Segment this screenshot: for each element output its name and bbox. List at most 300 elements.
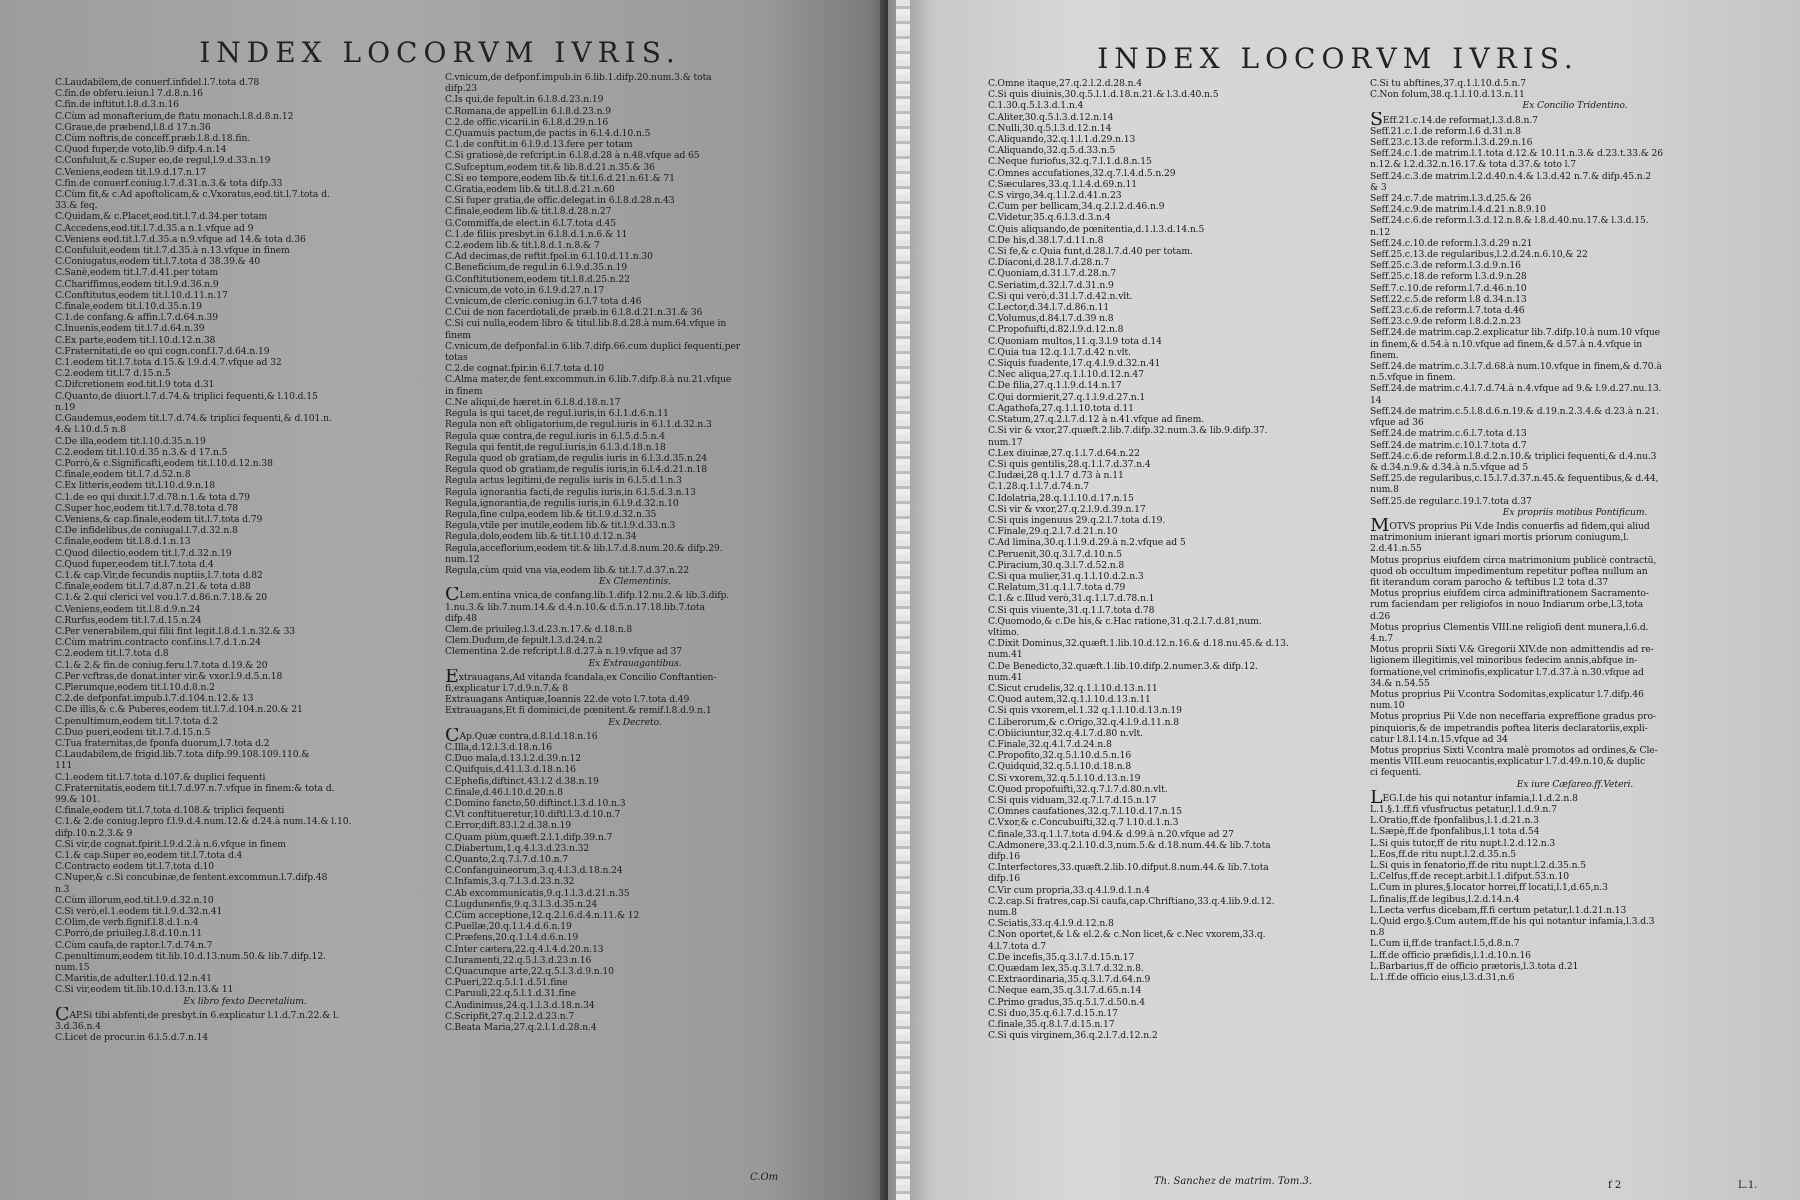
index-entry [55, 738, 435, 749]
index-entry [445, 1011, 825, 1022]
entry-text: C.Cùm caufa,de raptor.l.7.d.74.n.7 [55, 939, 213, 951]
index-entry [988, 896, 1378, 907]
entry-text: C.Laudabilem,de conuerf.infidel.l.7.tota d.78 [55, 77, 260, 88]
index-entry [1370, 283, 1780, 294]
index-entry [1370, 734, 1780, 745]
entry-text: EG.I.de his qui notantur infamia,l.1.d.2.n.8 [1382, 792, 1578, 804]
index-entry [988, 829, 1378, 840]
entry-text: C.Si quis ingenuus 29.q.2.l.7.tota d.19. [988, 514, 1166, 526]
index-entry [1370, 790, 1780, 804]
entry-text: C.Inuenis,eodem tit.l.7.d.64.n.39 [55, 323, 205, 335]
section-heading [1370, 779, 1780, 790]
index-entry [445, 624, 825, 635]
index-entry [988, 582, 1378, 593]
entry-text: L.1.ff.de officio eius,l.3.d.31,n.6 [1370, 972, 1515, 984]
entry-text: 4.n.7 [1370, 632, 1393, 644]
entry-text: num.8 [1370, 484, 1399, 496]
entry-text: Regula non eft obligatorium,de regul.iuris in 6.l.1.d.32.n.3 [445, 419, 712, 431]
index-entry [988, 918, 1378, 929]
entry-text: C.Sciatis,33.q.4.l.9.d.12.n.8 [988, 918, 1114, 930]
section-heading [445, 717, 825, 728]
index-entry [988, 392, 1378, 403]
index-entry [445, 498, 825, 509]
entry-text: C.2.de defponfat.impub.l.7.d.104.n.12.& 13 [55, 693, 254, 705]
initial-capital: L [1370, 789, 1383, 804]
entry-text: Seff.23.c.13.de reform.l.3.d.29.n.16 [1370, 137, 1533, 149]
entry-text: C.fin.de conuerf.coniug.l.7.d.31.n.3.& tota difp.33 [55, 177, 283, 189]
initial-capital: E [445, 668, 459, 683]
index-entry [1370, 260, 1780, 271]
index-entry [1370, 406, 1780, 417]
entry-text: C.Liberorum,& c.Origo,32.q.4.l.9.d.11.n.8 [988, 716, 1180, 728]
index-entry [988, 481, 1378, 492]
index-entry [55, 200, 435, 211]
index-entry [55, 749, 435, 760]
index-entry [55, 604, 435, 615]
index-entry [988, 425, 1378, 436]
index-entry [1370, 462, 1780, 473]
index-entry [1370, 633, 1780, 644]
entry-text: C.Sufceptum,eodem tit.& lib.8.d.21.n.35.& 36 [445, 161, 655, 173]
entry-text: C.Porrò,de priuileg.l.8.d.10.n.11 [55, 928, 202, 940]
index-entry [445, 374, 825, 385]
index-entry [988, 201, 1378, 212]
entry-text: C.De illa,eodem tit.l.10.d.35.n.19 [55, 435, 206, 447]
entry-text: Ex iure Cæfareo.ff.Veteri. [1516, 778, 1634, 790]
entry-text: n.19 [55, 401, 76, 413]
index-entry [988, 347, 1378, 358]
entry-text: C.Ex parte,eodem tit.l.10.d.12.n.38 [55, 334, 216, 346]
entry-text: 3.d.36.n.4 [55, 1021, 101, 1033]
index-entry [988, 100, 1378, 111]
entry-text: L.Cum ii,ff.de tranfact.l.5,d.8.n.7 [1370, 938, 1520, 950]
entry-text: C.Super hoc,eodem tit.l.7.d.78.tota d.78 [55, 502, 238, 514]
entry-text: Regula actus legitimi,de regulis iuris in 6.l.5.d.1.n.3 [445, 475, 682, 487]
index-entry [55, 615, 435, 626]
entry-text: C.Seriatim,d.32.l.7.d.31.n.9 [988, 279, 1114, 291]
index-entry [988, 941, 1378, 952]
entry-text: n.12 [1370, 226, 1391, 238]
entry-text: C.Propofito,32.q.5.l.10.d.5.n.16 [988, 750, 1132, 762]
index-entry [988, 145, 1378, 156]
index-entry [55, 256, 435, 267]
left-page [0, 0, 896, 1200]
entry-text: C.Si vir,eodem tit.lib.10.d.13.n.13.& 11 [55, 984, 234, 996]
index-entry [1370, 756, 1780, 767]
index-entry [55, 480, 435, 491]
index-entry [55, 962, 435, 973]
index-entry [1370, 428, 1780, 439]
left-running-head: INDEX LOCORVM IVRIS. [199, 36, 681, 69]
entry-text: C.Finale,32.q.4.l.7.d.24.n.8 [988, 738, 1112, 750]
entry-text: L.Quid ergo.§.Cum autem,ff.de his qui notantur infamia,l.3.d.3 [1370, 916, 1655, 928]
entry-text: C.2.eodem tit.l.10.d.35 n.3.& d 17.n.5 [55, 446, 228, 458]
index-entry [1370, 882, 1780, 893]
index-entry [55, 637, 435, 648]
index-entry [55, 155, 435, 166]
index-entry [445, 240, 825, 251]
index-entry [55, 671, 435, 682]
index-entry [1370, 532, 1780, 543]
entry-text: C.Coniugatus,eodem tit.l.7.tota d 38.39.& 40 [55, 256, 261, 268]
entry-text: Clem.de priuileg.l.3.d.23.n.17.& d.18.n.8 [445, 623, 633, 635]
entry-text: C.Quod fuper,eodem tit.l.7.tota d.4 [55, 558, 214, 570]
index-entry [1370, 950, 1780, 961]
entry-text: Regula,fine culpa,eodem lib.& tit.l.9.d.32.n.35 [445, 508, 657, 520]
entry-text: C.1.& cap.Vir,de fecundis nuptiis,l.7.tota d.82 [55, 569, 263, 581]
index-entry [55, 234, 435, 245]
entry-text: C.2.de cognat.fpir.in 6.l.7.tota d.10 [445, 363, 604, 375]
index-entry [445, 386, 825, 397]
index-entry [55, 335, 435, 346]
entry-text: xtrauagans,Ad vitanda fcandala,ex Concilio Conftantien- [458, 671, 717, 683]
entry-text: Lem.entina vnica,de confang.lib.1.difp.12.nu.2.& lib.3.difp. [459, 590, 730, 602]
entry-text: finem. [1370, 349, 1399, 361]
entry-text: C.Cui de non facerdotali,de præb.in 6.l.8.d.21.n.31.& 36 [445, 307, 703, 319]
index-entry [1370, 711, 1780, 722]
index-entry [445, 363, 825, 374]
entry-text: C.Si vir & vxor,27.quæft.2.lib.7.difp.32.num.3.& lib.9.difp.37. [988, 425, 1268, 437]
index-entry [55, 279, 435, 290]
index-entry [55, 514, 435, 525]
entry-text: Regula,vtile per inutile,eodem lib.& tit.l.9.d.33.n.3 [445, 520, 676, 532]
index-entry [988, 336, 1378, 347]
index-entry [1370, 644, 1780, 655]
entry-text: Seff.7.c.10.de reform.l.7.d.46.n.10 [1370, 282, 1527, 294]
entry-text: Motus proprius Pii V.de non neceffaria expreffione gradus pro- [1370, 711, 1656, 723]
index-entry [988, 773, 1378, 784]
index-entry [55, 492, 435, 503]
entry-text: matrimonium inierant ignari mortis priorum coniugum,l. [1370, 532, 1629, 544]
entry-text: C.Dixit Dominus,32.quæft.1.lib.10.d.12.n.16.& d.18.nu.45.& d.13. [988, 638, 1289, 650]
index-entry [55, 267, 435, 278]
entry-text: 111 [55, 760, 73, 772]
index-entry [988, 280, 1378, 291]
entry-text: rum faciendam per religiofos in nouo Indiarum orbe,l.3,tota [1370, 599, 1644, 611]
index-entry [445, 932, 825, 943]
entry-text: num.41 [988, 671, 1023, 683]
index-entry [1370, 518, 1780, 532]
entry-text: C.Audinimus,24.q.1.l.3.d.18.n.34 [445, 999, 595, 1011]
entry-text: Seff.25.de regularibus,c.15.l.7.d.37.n.45.& fequentibus,& d.44, [1370, 473, 1659, 485]
entry-text: ci fequenti. [1370, 767, 1422, 779]
index-entry [445, 162, 825, 173]
entry-text: C.2.cap.Si fratres,cap.Si caufa,cap.Chriftiano,33.q.4.lib.9.d.12. [988, 895, 1275, 907]
entry-text: difp.10.n.2.3.& 9 [55, 827, 133, 839]
index-entry [988, 728, 1378, 739]
entry-text: C.Relatum,31.q.1.l.7.tota d.79 [988, 582, 1126, 594]
section-heading [445, 658, 825, 669]
right-signature-mark: f 2 [1608, 1180, 1622, 1191]
index-entry [445, 820, 825, 831]
index-entry [55, 716, 435, 727]
entry-text: C.penultimum,eodem tit.l.7.tota d.2 [55, 715, 218, 727]
entry-text: C.Veniens eod.tit.l.7.d.35.a n.9.vfque ad 14.& tota d.36 [55, 233, 306, 245]
index-entry [445, 944, 825, 955]
entry-text: C.Laudabilem,de frigid.lib.7.tota difp.99.108.109.110.& [55, 749, 310, 761]
index-entry [988, 156, 1378, 167]
index-entry [1370, 339, 1780, 350]
index-entry [445, 753, 825, 764]
entry-text: L.Si quis tutor,ff de ritu nupt.l.2.d.12.n.3 [1370, 837, 1556, 849]
entry-text: C.Si quis diuinis,30.q.5.l.1.d.18.n.21.& l.3.d.40.n.5 [988, 89, 1219, 101]
index-entry [1370, 723, 1780, 734]
entry-text: C.Ad decimas,de reftit.fpol.in 6.l.10.d.11.n.30 [445, 251, 653, 263]
index-entry [445, 139, 825, 150]
entry-text: C.Inter cætera,22.q.4.l.4.d.20.n.13 [445, 943, 604, 955]
index-entry [988, 873, 1378, 884]
entry-text: quod ob occultum impedimentum repetitur poftea nullum an [1370, 565, 1648, 577]
entry-text: C.finale,eodem tit.l.10.d.35.n.19 [55, 301, 202, 313]
index-entry [988, 168, 1378, 179]
entry-text: C.Propofuifti,d.82.l.9.d.12.n.8 [988, 324, 1124, 336]
entry-text: C.Si vir & vxor,27.q.2.l.9.d.39.n.17 [988, 503, 1146, 515]
index-entry [988, 257, 1378, 268]
index-entry [445, 464, 825, 475]
index-entry [1370, 112, 1780, 126]
index-entry [445, 787, 825, 798]
entry-text: C.S virgo,34.q.1.l.2.d.41.n.23 [988, 190, 1122, 202]
entry-text: C.Extraordinaria,35.q.3.l.7.d.64.n.9 [988, 974, 1151, 986]
right-footer-title: Th. Sanchez de matrim. Tom.3. [1154, 1176, 1313, 1187]
entry-text: C.Vxor,& c.Concubuifti,32.q.7 l.10.d.1.n.3 [988, 817, 1179, 829]
entry-text: C.Difcretionem eod.tit.l.9 tota d.31 [55, 379, 215, 391]
entry-text: C.Fraternitatis,eodem tit.l.7.d.97.n.7.vfque in finem:& tota d. [55, 782, 335, 794]
index-entry [1370, 611, 1780, 622]
entry-text: C.De incefis,35.q.3.l.7.d.15.n.17 [988, 951, 1135, 963]
index-entry [1370, 204, 1780, 215]
index-entry [988, 324, 1378, 335]
entry-text: C.1.28.q.1.l.7.d.74.n.7 [988, 481, 1089, 493]
index-entry [1370, 182, 1780, 193]
entry-text: Seff.24.de matrim.c.10.l.7.tota d.7 [1370, 439, 1527, 451]
entry-text: Eff.21.c.14.de reformat,l.3.d.8.n.7 [1382, 114, 1538, 126]
index-entry [445, 453, 825, 464]
entry-text: C.Si vxorem,32.q.5.l.10.d.13.n.19 [988, 772, 1141, 784]
index-entry [1370, 451, 1780, 462]
entry-text: C.Admonere,33.q.2.l.10.d.3,num.5.& d.18.num.44.& lib.7.tota [988, 839, 1271, 851]
entry-text: C.Duo mala,d.13.l.2.d.39.n.12 [445, 753, 581, 765]
index-entry [445, 554, 825, 565]
entry-text: totas [445, 352, 468, 364]
entry-text: C.Diabertum,1.q.4.l.3.d.23.n.32 [445, 842, 590, 854]
entry-text: Ex propriis motibus Pontificum. [1502, 506, 1648, 518]
entry-text: C.Aliquando,32.q.1.l.1.d.29.n.13 [988, 134, 1136, 146]
index-entry [1370, 894, 1780, 905]
index-entry [1370, 689, 1780, 700]
entry-text: C.Si fuper gratia,de offic.delegat.in 6.l.8.d.28.n.43 [445, 195, 675, 207]
index-entry [1370, 905, 1780, 916]
index-entry [445, 117, 825, 128]
initial-capital: C [445, 727, 460, 742]
index-entry [445, 543, 825, 554]
entry-text: Seff.24.c.9.de matrim.l.4.d.21.n.8.9.10 [1370, 204, 1546, 216]
index-entry [55, 167, 435, 178]
entry-text: C.Gratia,eodem lib.& tit.l.8.d.21.n.60 [445, 184, 615, 196]
entry-text: C.Cùm noftris,de conceff.præb.l.8.d.18.fin. [55, 133, 251, 145]
index-entry [445, 431, 825, 442]
index-entry [55, 447, 435, 458]
index-entry [988, 997, 1378, 1008]
entry-text: 34.& n.54.55 [1370, 677, 1430, 689]
index-entry [445, 683, 825, 694]
entry-text: C.Omnes caufationes,32.q.7.l.10.d.17.n.15 [988, 806, 1182, 818]
entry-text: C.Iuramenti,22.q.5.l.3.d.23.n.16 [445, 954, 592, 966]
index-entry [1370, 78, 1780, 89]
entry-text: Ex Extrauagantibus. [588, 657, 682, 669]
entry-text: Ex libro fexto Decretalium. [183, 995, 307, 1007]
entry-text: C.Conftitutus,eodem tit.l.10.d.11.n.17 [55, 289, 228, 301]
entry-text: Motus proprii Sixti V.& Gregorii XIV.de non admittendis ad re- [1370, 644, 1654, 656]
entry-text: C.Veniens,eodem tit.l.8.d.9.n.24 [55, 603, 201, 615]
entry-text: Seff.23.c.9.de reform l.8.d.2.n.23 [1370, 316, 1521, 328]
index-entry [445, 341, 825, 352]
entry-text: Seff.24.de matrim.c.6.l.7.tota d.13 [1370, 428, 1527, 440]
index-entry [988, 112, 1378, 123]
entry-text: C.1.& 2.& fin.de coniug.feru.l.7.tota d.19.& 20 [55, 659, 268, 671]
index-entry [445, 285, 825, 296]
index-entry [55, 77, 435, 88]
index-entry [1370, 849, 1780, 860]
index-entry [988, 78, 1378, 89]
entry-text: C.1.& cap.Super eo,eodem tit.l.7.tota d.4 [55, 850, 243, 862]
entry-text: C.fin.de obferu.ieiun.l 7.d.8.n.16 [55, 88, 203, 100]
index-entry [445, 520, 825, 531]
entry-text: Regula quæ contra,de regul.iuris in 6.l.5.d.5.n.4 [445, 430, 665, 442]
index-entry [988, 974, 1378, 985]
index-entry [445, 296, 825, 307]
entry-text: C.Per vcftras,de donat.inter vir.& vxor.l.9.d.5.n.18 [55, 670, 283, 682]
entry-text: d.26 [1370, 610, 1391, 622]
index-entry [988, 414, 1378, 425]
index-entry [55, 839, 435, 850]
index-entry [445, 262, 825, 273]
entry-text: & 3 [1370, 181, 1387, 193]
index-entry [988, 134, 1378, 145]
index-entry [55, 951, 435, 962]
entry-text: C.Quædam lex,35.q.3.l.7.d.32.n.8. [988, 963, 1144, 975]
index-entry [445, 106, 825, 117]
index-entry [445, 854, 825, 865]
index-entry [1370, 599, 1780, 610]
index-entry [445, 910, 825, 921]
entry-text: C.Si qua mulier,31.q.1.l.10.d.2.n.3 [988, 570, 1144, 582]
entry-text: difp.23 [445, 83, 478, 95]
index-entry [1370, 938, 1780, 949]
entry-text: C.Si eo tempore,eodem lib.& tit.l.6.d.21.n.61.& 71 [445, 172, 675, 184]
index-entry [55, 783, 435, 794]
index-entry [445, 728, 825, 742]
index-entry [988, 549, 1378, 560]
entry-text: C.Veniens,& cap.finale,eodem tit.l.7.tota d.79 [55, 513, 263, 525]
index-entry [1370, 961, 1780, 972]
entry-text: difp.48 [445, 612, 478, 624]
index-entry [445, 977, 825, 988]
entry-text: 4.& l.10.d.5 n.8 [55, 424, 126, 436]
index-entry [55, 133, 435, 144]
entry-text: C.Interfectores,33.quæft.2.lib.10.difput.8.num.44.& lib.7.tota [988, 862, 1269, 874]
entry-text: C.vnicum,de defponfal.in 6.lib.7.difp.66.cum duplici fequenti,per [445, 340, 741, 352]
entry-text: Seff.25.c.13.de regularibus,l.2.d.24.n.6.10,& 22 [1370, 249, 1588, 261]
index-entry [445, 798, 825, 809]
index-entry [988, 672, 1378, 683]
index-entry [445, 397, 825, 408]
entry-text: C.Piracium,30.q.3.l.7.d.52.n.8 [988, 559, 1125, 571]
entry-text: C.De Benedicto,32.quæft.1.lib.10.difp.2.numer.3.& difp.12. [988, 660, 1258, 672]
index-entry [445, 694, 825, 705]
index-entry [1370, 171, 1780, 182]
entry-text: fi,explicatur l.7.d.9.n.7.& 8 [445, 682, 569, 694]
section-heading [1370, 507, 1780, 518]
index-entry [1370, 417, 1780, 428]
entry-text: C.Quoniam,d.31.l.7.d.28.n.7 [988, 268, 1117, 280]
entry-text: C.Finale,29.q.2.l.7.d.21.n.10 [988, 526, 1118, 538]
entry-text: C.Si cui nulla,eodem libro & titul.lib.8.d.28.à num.64.vfque in [445, 318, 727, 330]
index-entry [55, 391, 435, 402]
index-entry [988, 649, 1378, 660]
entry-text: C.Contracto eodem tit.l.7.tota d.10 [55, 861, 215, 873]
entry-text: Motus proprius Sixti V.contra malè promotos ad ordines,& Cle- [1370, 744, 1658, 756]
entry-text: Seff.24.c.6.de reform.l.8.d.2.n.10.& triplici fequenti,& d.4.nu.3 [1370, 450, 1657, 462]
index-entry [445, 742, 825, 753]
entry-text: L.Lecta verfus dicebam,ff.fi certum petatur,l.1.d.21.n.13 [1370, 904, 1627, 916]
index-entry [55, 413, 435, 424]
index-entry [445, 330, 825, 341]
index-entry [55, 189, 435, 200]
index-entry [988, 616, 1378, 627]
index-entry [55, 211, 435, 222]
index-entry [988, 784, 1378, 795]
entry-text: C.Paruuli,22.q.5.l.1.d.31.fine [445, 988, 576, 1000]
entry-text: C.2.de offic.vicarii.in 6.l.8.d.29.n.16 [445, 116, 609, 128]
index-entry [55, 917, 435, 928]
entry-text: C.Vt conftitueretur,10.diftl.l.3.d.10.n.7 [445, 809, 621, 821]
entry-text: C.Cùm acceptione,12.q.2.l.6.d.4.n.11.& 12 [445, 910, 640, 922]
entry-text: L.Barbarius,ff de officio prætoris,l.3.tota d.21 [1370, 960, 1579, 972]
index-entry [55, 1007, 435, 1021]
index-entry [445, 509, 825, 520]
index-entry [1370, 473, 1780, 484]
entry-text: C.Romana,de appell.in 6.l.8.d.23.n.9 [445, 105, 611, 117]
entry-text: num.10 [1370, 700, 1405, 712]
entry-text: C.Sanè,eodem tit.l.7.d.41.per totam [55, 267, 219, 279]
index-entry [55, 660, 435, 671]
index-entry [988, 985, 1378, 996]
entry-text: C.Gaudemus,eodem tit.l.7.d.74.& triplici fequenti,& d.101.n. [55, 413, 332, 425]
entry-text: C.Rurfus,eodem tit.l.7.d.15.n.24 [55, 614, 202, 626]
entry-text: C.Si qui verò,d.31.l.7.d.42.n.vlt. [988, 290, 1133, 302]
index-entry [1370, 361, 1780, 372]
index-entry [445, 128, 825, 139]
entry-text: C.Peruenit,30.q.3.l.7.d.10.n.5 [988, 548, 1122, 560]
entry-text: n.5.vfque in finem. [1370, 372, 1456, 384]
entry-text: C.penultimum,eodem tit.lib.10.d.13.num.50.& lib.7.difp.12. [55, 950, 326, 962]
entry-text: Motus proprius Pii V.contra Sodomitas,explicatur l.7.difp.46 [1370, 688, 1644, 700]
entry-text: OTVS proprius Pii V.de Indis conuerfis ad fidem,qui aliud [1389, 520, 1650, 532]
index-entry [445, 899, 825, 910]
entry-text: C.Quidquid,32.q.5.l.10.d.18.n.8 [988, 761, 1132, 773]
index-entry [1370, 238, 1780, 249]
entry-text: C.Olim,de verb.fignif.l.8.d.1.n.4 [55, 917, 199, 929]
entry-text: C.Quia tua 12.q.1.l.7.d.42 n.vlt. [988, 346, 1131, 358]
index-entry [1370, 815, 1780, 826]
index-entry [1370, 395, 1780, 406]
entry-text: C.Si duo,35.q.6.l.7.d.15.n.17 [988, 1007, 1118, 1019]
index-entry [988, 437, 1378, 448]
entry-text: Seff 24.c.7.de matrim.l.3.d.25.& 26 [1370, 193, 1532, 205]
entry-text: C.2.eodem tit.l.7 d.15.n.5 [55, 368, 171, 380]
entry-text: C.1.eodem tit.l.7.tota d.107.& duplici fequenti [55, 771, 266, 783]
